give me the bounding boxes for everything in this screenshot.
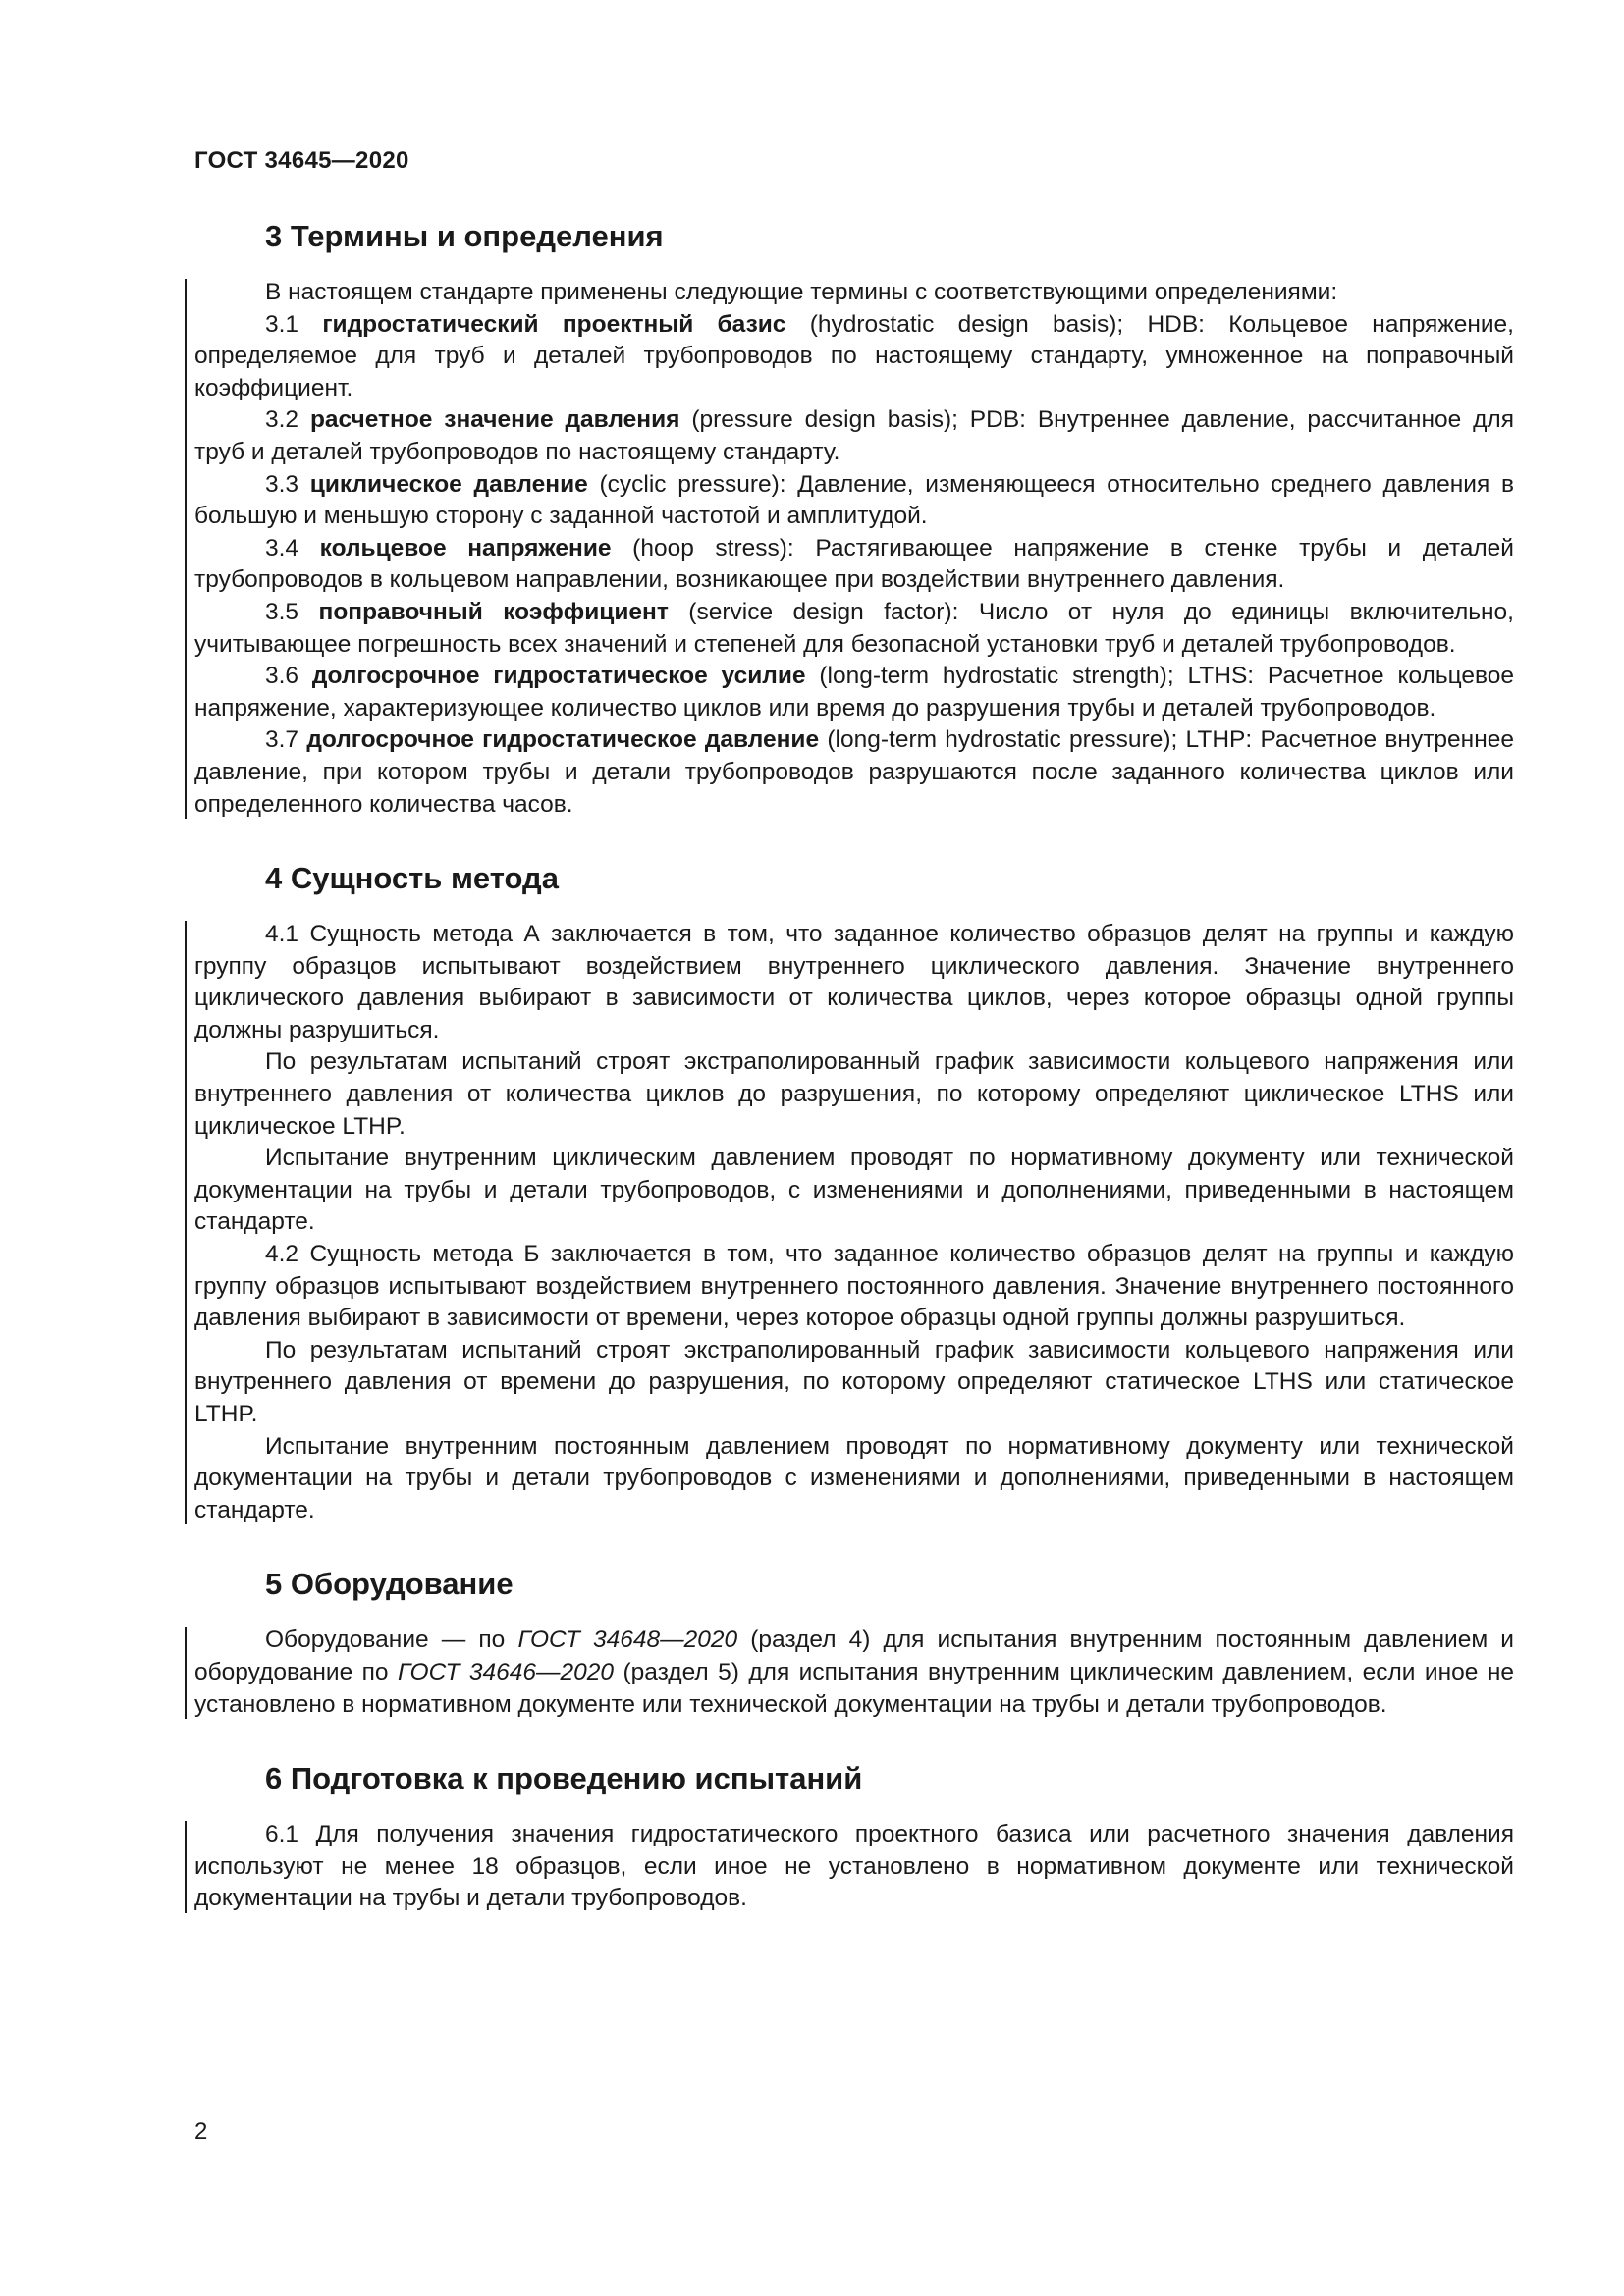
term-definition-3-7: 3.7 долгосрочное гидростатическое давление (long-term hydrostatic pressure); LTHP: Расчетное внутреннее давление, при котором трубы и детали трубопроводов разрушаются после заданного количества циклов или определенного количества часов. — [194, 726, 1514, 818]
term-name: кольцевое напряжение — [319, 534, 612, 561]
section-body — [194, 1625, 1514, 1721]
term-name: гидростатический проектный базис — [322, 310, 786, 338]
paragraph: 4.1 Сущность метода А заключается в том, что заданное количество образцов делят на группы и каждую группу образцов испытывают воздействием внутреннего циклического давления. Значение внутреннего циклического давления выбирают в зависимости от количества циклов, через которое образцы одной группы должны разрушиться. — [194, 921, 1514, 1043]
term-definition-3-6: 3.6 долгосрочное гидростатическое усилие (long-term hydrostatic strength); LTHS: Расчетное кольцевое напряжение, характеризующее количество циклов или время до разрушения трубы и деталей трубопроводов. — [194, 663, 1514, 721]
term-definition-3-5: 3.5 поправочный коэффициент (service design factor): Число от нуля до единицы включительно, учитывающее погрешность всех значений и степеней для безопасной установки труб и деталей трубопроводов. — [194, 598, 1514, 658]
paragraph: 6.1 Для получения значения гидростатического проектного базиса или расчетного значения давления используют не менее 18 образцов, если иное не установлено в нормативном документе или технической документации на трубы и детали трубопроводов. — [194, 1821, 1514, 1912]
term-definition-3-3: 3.3 циклическое давление (cyclic pressure): Давление, изменяющееся относительно среднего давления в большую и меньшую сторону с заданной частотой и амплитудой. — [194, 470, 1514, 530]
section-title: 5 Оборудование — [265, 1567, 514, 1602]
section-body — [194, 1819, 1514, 1915]
change-bar — [185, 921, 187, 1524]
paragraph: По результатам испытаний строят экстраполированный график зависимости кольцевого напряжения или внутреннего давления от времени до разрушения, по которому определяют статическое LTHS или статическое LTHP. — [194, 1336, 1514, 1427]
standard-reference: ГОСТ 34646—2020 — [398, 1658, 614, 1685]
page-number: 2 — [194, 2118, 208, 2145]
term-name: поправочный коэффициент — [318, 598, 669, 625]
section-body — [194, 277, 1514, 821]
term-definition-3-1: 3.1 гидростатический проектный базис (hydrostatic design basis); HDB: Кольцевое напряжение, определяемое для труб и деталей трубопроводов по настоящему стандарту, умноженное на поправочный коэффициент. — [194, 310, 1514, 401]
section-title: 4 Сущность метода — [265, 861, 559, 896]
change-bar — [185, 1627, 187, 1719]
paragraph: Оборудование — по ГОСТ 34648—2020 (раздел 4) для испытания внутренним постоянным давлением и оборудование по ГОСТ 34646—2020 (раздел 5) для испытания внутренним циклическим давлением, если иное не установлено в нормативном документе или технической документации на трубы и детали трубопроводов. — [194, 1627, 1514, 1718]
standard-reference: ГОСТ 34648—2020 — [517, 1627, 738, 1654]
term-definition-3-2: 3.2 расчетное значение давления (pressure design basis); PDB: Внутреннее давление, рассчитанное для труб и деталей трубопроводов по настоящему стандарту. — [194, 406, 1514, 465]
document-code-header: ГОСТ 34645—2020 — [194, 147, 409, 174]
section-4-method — [194, 860, 1514, 1526]
paragraph: По результатам испытаний строят экстраполированный график зависимости кольцевого напряжения или внутреннего давления от количества циклов до разрушения, по которому определяют циклическое LTHS или циклическое LTHP. — [194, 1048, 1514, 1140]
paragraph: 4.2 Сущность метода Б заключается в том, что заданное количество образцов делят на группы и каждую группу образцов испытывают воздействием внутреннего постоянного давления. Значение внутреннего постоянного давления выбирают в зависимости от времени, через которое образцы одной группы должны разрушиться. — [194, 1241, 1514, 1332]
section-5-equipment — [194, 1566, 1514, 1721]
term-name: долгосрочное гидростатическое давление — [306, 726, 820, 754]
change-bar — [185, 1821, 187, 1913]
term-name: циклическое давление — [309, 470, 588, 498]
term-name: долгосрочное гидростатическое усилие — [311, 663, 806, 690]
paragraph: Испытание внутренним циклическим давлением проводят по нормативному документу или технической документации на трубы и детали трубопроводов, с изменениями и дополнениями, приведенными в настоящем стандарте. — [194, 1145, 1514, 1236]
paragraph: В настоящем стандарте применены следующие термины с соответствующими определениями: — [265, 279, 1338, 305]
term-definition-3-4: 3.4 кольцевое напряжение (hoop stress): Растягивающее напряжение в стенке трубы и деталей трубопроводов в кольцевом направлении, возникающее при воздействии внутреннего давления. — [194, 534, 1514, 594]
section-3-terms — [194, 218, 1514, 821]
paragraph: Испытание внутренним постоянным давлением проводят по нормативному документу или технической документации на трубы и детали трубопроводов с изменениями и дополнениями, приведенными в настоящем стандарте. — [194, 1432, 1514, 1523]
term-name: расчетное значение давления — [309, 406, 680, 434]
document-body — [194, 218, 1514, 1915]
section-body — [194, 919, 1514, 1526]
section-title: 3 Термины и определения — [265, 219, 664, 253]
section-6-preparation — [194, 1760, 1514, 1915]
change-bar — [185, 279, 187, 819]
section-title: 6 Подготовка к проведению испытаний — [265, 1761, 863, 1796]
